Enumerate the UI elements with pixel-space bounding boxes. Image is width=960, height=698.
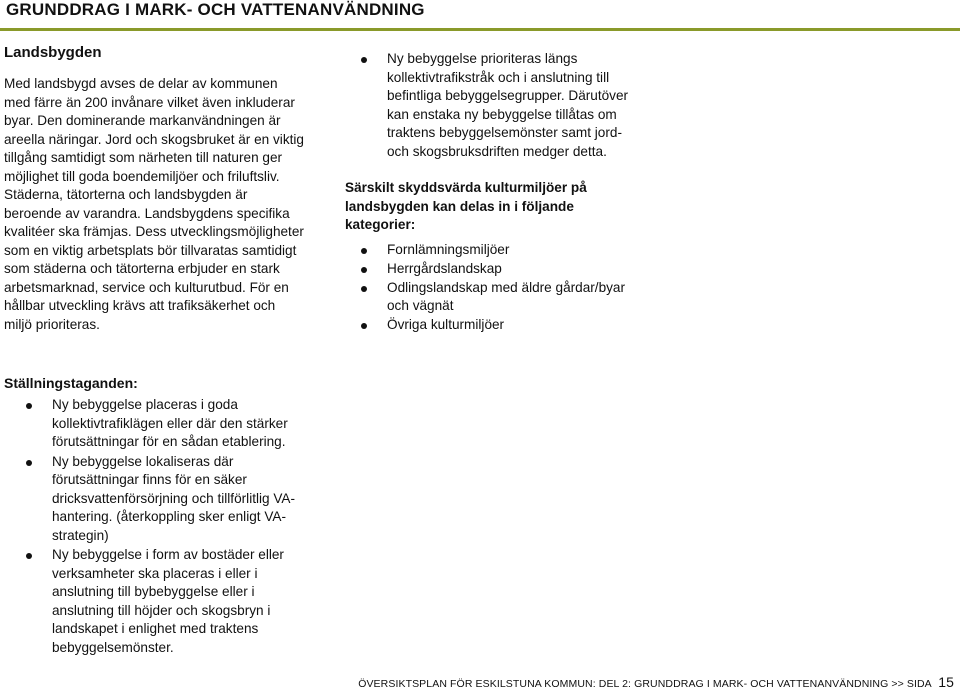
list-item-text: Odlingslandskap med äldre gårdar/byar och vägnät: [387, 279, 626, 313]
bullet-icon: [361, 248, 367, 254]
list-item: [345, 279, 635, 316]
title-rule: [0, 28, 960, 31]
list-item: [4, 453, 304, 546]
bullet-icon: [26, 553, 32, 559]
right-column: [345, 50, 635, 335]
stallningstaganden-heading: Ställningstaganden:: [4, 375, 138, 391]
list-item-text: Fornlämningsmiljöer: [387, 241, 510, 257]
list-item: [345, 260, 635, 279]
page-footer: [358, 674, 954, 690]
bullet-icon: [26, 403, 32, 409]
list-item-text: Ny bebyggelse prioriteras längs kollektivtrafikstråk och i anslutning till befintliga bebyggelsegrupper. Därutöver kan enstaka ny bebyggelse tillåtas om traktens bebyggelsemönster samt jord- och skogsbruksdriften medger detta.: [387, 51, 629, 159]
development-bullets: [345, 50, 635, 161]
list-item: [4, 396, 304, 452]
landsbygden-section: [4, 44, 304, 334]
page-number: 15: [938, 674, 954, 690]
page-title: GRUNDDRAG I MARK- OCH VATTENANVÄNDNING: [6, 0, 425, 19]
bullet-icon: [361, 57, 367, 63]
list-item: [345, 316, 635, 335]
list-item-text: Övriga kulturmiljöer: [387, 317, 505, 332]
footer-text: ÖVERSIKTSPLAN FÖR ESKILSTUNA KOMMUN: DEL 2: GRUNDDRAG I MARK- OCH VATTENANVÄNDNING >> SIDA: [358, 678, 932, 690]
list-item: [4, 546, 304, 657]
list-item-text: Herrgårdslandskap: [387, 260, 502, 276]
bullet-icon: [361, 323, 367, 329]
list-item: [345, 50, 635, 161]
stallningstaganden-section: [4, 374, 304, 658]
list-item: [345, 241, 635, 260]
list-item-text: Ny bebyggelse i form av bostäder eller verksamheter ska placeras i eller i anslutning till bybebyggelse eller i anslutning till höjder och skogsbryn i landskapet i enlighet med traktens bebyggelsemönster.: [52, 547, 284, 655]
bullet-icon: [26, 460, 32, 466]
landsbygden-paragraph: Med landsbygd avses de delar av kommunen med färre än 200 invånare vilket även inkluderar byar. Den dominerande markanvändningen är areella näringar. Jord och skogsbruket är en viktig tillgång samtidigt som närheten till naturen ger möjlighet till goda boendemiljöer och friluftsliv. Städerna, tätorterna och landsbygden är beroende av varandra. Landsbygdens specifika kvalitéer ska främjas. Dess utvecklingsmöjligheter som en viktig arbetsplats bör tillvaratas samtidigt som städerna och tätorterna erbjuder en stark arbetsmarknad, service och kulturutbud. För en hållbar utveckling krävs att trafiksäkerhet och miljö prioriteras.: [4, 76, 304, 332]
positions-list: [4, 396, 304, 657]
categories-list: [345, 241, 635, 335]
list-item-text: Ny bebyggelse lokaliseras där förutsättningar finns för en säker dricksvattenförsörjning och tillförlitlig VA-hantering. (återkoppling sker enligt VA-strategin): [52, 453, 296, 543]
bullet-icon: [361, 267, 367, 273]
list-item-text: Ny bebyggelse placeras i goda kollektivtrafiklägen eller där den stärker förutsättningar för en sådan etablering.: [52, 397, 288, 449]
section-heading: Landsbygden: [4, 44, 102, 61]
bullet-icon: [361, 286, 367, 292]
categories-heading: Särskilt skyddsvärda kulturmiljöer på landsbygden kan delas in i följande kategorier:: [345, 180, 587, 232]
